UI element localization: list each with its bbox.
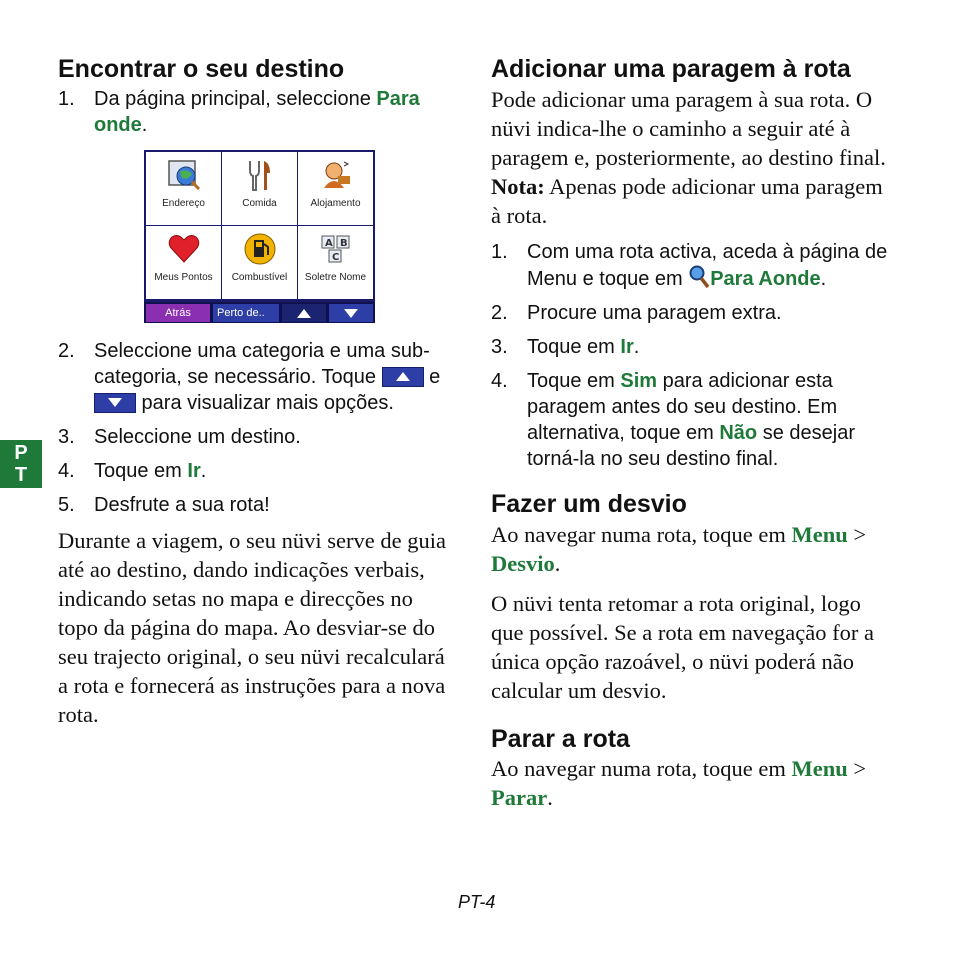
language-tab bbox=[0, 440, 42, 488]
step-list-3 bbox=[491, 239, 903, 480]
stop-route-heading: Parar a rota bbox=[491, 725, 630, 753]
tile-lodging[interactable] bbox=[298, 152, 373, 225]
tile-fuel[interactable] bbox=[222, 226, 297, 299]
near-button[interactable]: Perto de.. bbox=[213, 304, 279, 322]
para-aonde-link[interactable]: Para Aonde bbox=[710, 268, 821, 290]
ir-link[interactable]: Ir bbox=[187, 460, 201, 482]
device-button-bar bbox=[144, 302, 375, 323]
down-button-inline bbox=[94, 393, 136, 413]
para-text: > bbox=[847, 522, 867, 547]
up-arrow-icon bbox=[297, 309, 311, 318]
add-stop-paragraph: Pode adicionar uma paragem à sua rota. O nüvi indica-lhe o caminho a seguir até à paragem e, posteriormente, ao destino final. bbox=[491, 87, 886, 170]
up-button-inline bbox=[382, 367, 424, 387]
ir-link[interactable]: Ir bbox=[620, 336, 634, 358]
fuel-icon bbox=[242, 232, 278, 266]
list-item bbox=[491, 368, 903, 472]
device-screenshot bbox=[144, 150, 375, 323]
para-text: . bbox=[554, 551, 561, 576]
tile-spell-name[interactable] bbox=[298, 226, 373, 299]
step-list-1 bbox=[58, 86, 438, 146]
step-text: Desfrute a sua rota! bbox=[94, 494, 270, 516]
parar-link[interactable]: Parar bbox=[491, 785, 548, 810]
step-number: 2. bbox=[491, 302, 508, 324]
language-tab-line2: T bbox=[14, 464, 28, 486]
svg-text:B: B bbox=[339, 238, 348, 249]
scroll-up-button[interactable] bbox=[282, 304, 326, 322]
food-icon bbox=[242, 158, 278, 192]
step-text: para adicionar esta paragem antes do seu destino. Em alternativa, toque em bbox=[527, 370, 838, 444]
svg-text:C: C bbox=[331, 252, 339, 263]
step-text: Procure uma paragem extra. bbox=[527, 302, 782, 324]
step-number: 3. bbox=[58, 426, 75, 448]
menu-link[interactable]: Menu bbox=[791, 522, 848, 547]
nao-link[interactable]: Não bbox=[719, 422, 758, 444]
step-list-2 bbox=[58, 338, 443, 526]
para-onde-link[interactable]: Para onde bbox=[94, 88, 420, 136]
para-text: Ao navegar numa rota, toque em bbox=[491, 522, 792, 547]
step-text: e bbox=[423, 366, 441, 388]
step-end: . bbox=[633, 336, 640, 358]
scroll-down-button[interactable] bbox=[329, 304, 373, 322]
language-tab-line1: P bbox=[14, 442, 28, 464]
add-stop-heading: Adicionar uma paragem à rota bbox=[491, 55, 851, 83]
step-end: . bbox=[200, 460, 207, 482]
detour-paragraph-2: O nüvi tenta retomar a rota original, logo que possível. Se a rota em navegação for a única opção razoável, o nüvi poderá não calcular um desvio. bbox=[491, 591, 874, 703]
tile-label: Comida bbox=[242, 198, 277, 209]
note-label: Nota: bbox=[491, 174, 545, 199]
list-item bbox=[491, 239, 903, 292]
step-text: Com uma rota activa, aceda à página de Menu e toque em bbox=[527, 241, 888, 290]
step-text: Seleccione um destino. bbox=[94, 426, 301, 448]
step-number: 4. bbox=[491, 370, 508, 392]
note-text: Apenas pode adicionar uma paragem à rota. bbox=[491, 174, 883, 228]
step-text: Toque em bbox=[94, 460, 188, 482]
search-icon bbox=[688, 265, 710, 289]
step-number: 4. bbox=[58, 460, 75, 482]
tile-label: Soletre Nome bbox=[304, 272, 367, 283]
tile-food[interactable] bbox=[222, 152, 297, 225]
sim-link[interactable]: Sim bbox=[620, 370, 658, 392]
note-paragraph bbox=[491, 172, 891, 230]
down-arrow-icon bbox=[344, 309, 358, 318]
list-item bbox=[491, 334, 903, 360]
down-arrow-icon bbox=[108, 398, 122, 407]
step-text: Da página principal, seleccione bbox=[94, 88, 377, 110]
stop-route-paragraph bbox=[491, 754, 891, 812]
tile-label: Endereço bbox=[162, 198, 205, 209]
left-heading: Encontrar o seu destino bbox=[58, 55, 345, 83]
back-button[interactable]: Atrás bbox=[146, 304, 210, 322]
step-text: para visualizar mais opções. bbox=[136, 392, 394, 414]
list-item bbox=[58, 492, 443, 518]
list-item bbox=[58, 338, 443, 416]
para-text: . bbox=[547, 785, 553, 810]
step-number: 3. bbox=[491, 336, 508, 358]
spell-name-icon bbox=[318, 232, 354, 266]
tile-label: Alojamento bbox=[310, 198, 361, 209]
heart-icon bbox=[166, 232, 202, 266]
menu-link[interactable]: Menu bbox=[791, 756, 848, 781]
detour-paragraph-1 bbox=[491, 520, 891, 578]
step-number: 5. bbox=[58, 494, 75, 516]
detour-heading: Fazer um desvio bbox=[491, 490, 687, 518]
list-item bbox=[58, 424, 443, 450]
list-item bbox=[58, 458, 443, 484]
step-text: Toque em bbox=[527, 336, 621, 358]
tile-label: Meus Pontos bbox=[154, 272, 213, 283]
list-item bbox=[58, 86, 438, 138]
up-arrow-icon bbox=[396, 372, 410, 381]
address-icon bbox=[166, 158, 202, 192]
desvio-link[interactable]: Desvio bbox=[491, 551, 555, 576]
list-item bbox=[491, 300, 903, 326]
step-end: . bbox=[820, 268, 827, 290]
svg-text:A: A bbox=[324, 238, 333, 249]
tile-favorites[interactable] bbox=[146, 226, 221, 299]
tile-label: Combustível bbox=[231, 272, 288, 283]
para-text: > bbox=[847, 756, 867, 781]
lodging-icon bbox=[318, 158, 354, 192]
step-end: . bbox=[141, 114, 148, 136]
para-text: Ao navegar numa rota, toque em bbox=[491, 756, 792, 781]
step-number: 1. bbox=[491, 241, 508, 263]
step-number: 2. bbox=[58, 340, 75, 362]
step-text: Seleccione uma categoria e uma sub-categoria, se necessário. Toque bbox=[94, 340, 430, 388]
step-text: Toque em bbox=[527, 370, 621, 392]
page-number: PT-4 bbox=[458, 892, 496, 912]
travel-paragraph: Durante a viagem, o seu nüvi serve de guia até ao destino, dando indicações verbais, indicando setas no mapa e direcções no topo da página do mapa. Ao desviar-se do seu trajecto original, o seu nüvi recalculará a rota e fornecerá as instruções para a nova rota. bbox=[58, 528, 446, 727]
tile-address[interactable] bbox=[146, 152, 221, 225]
step-text: se desejar torná-la no seu destino final. bbox=[527, 422, 855, 470]
step-number: 1. bbox=[58, 88, 75, 110]
